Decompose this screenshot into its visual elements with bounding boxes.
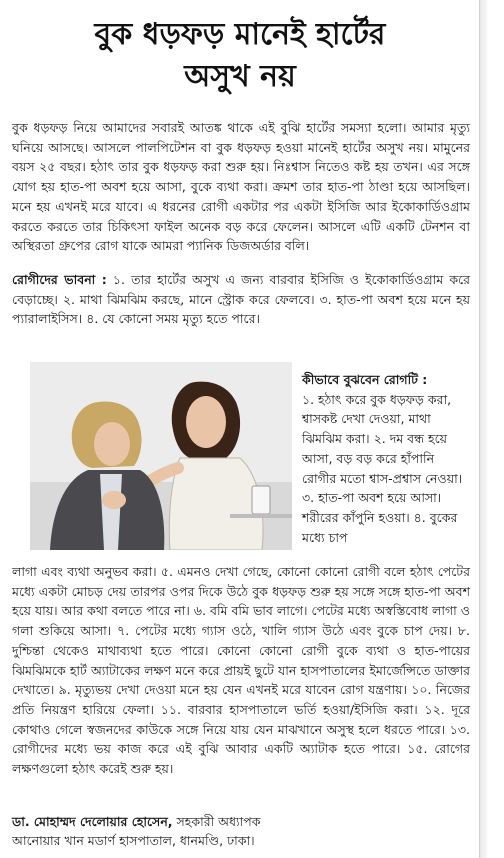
intro-paragraph: বুক ধড়ফড় নিয়ে আমাদের সবারই আতঙ্ক থাকে এই বুঝি হার্টের সমস্যা হলো। আমার মৃত্যু ঘনিয়ে আসছে। আসলে পালপিটেশন বা বুক ধড়ফড় হওয়া মানেই হার্টের অসুখ নয়। মামুনের বয়স ২৫ বছর। হঠাৎ তার বুক ধড়ফড় করা শুরু হয়। নিঃশ্বাস নিতেও কষ্ট হয় তখন। এর সঙ্গে যোগ হয় হাত-পা অবশ হয়ে আসা, বুকে ব্যথা করা। ক্রমশ তার হাত-পা ঠাণ্ডা হয়ে আসছিল। মনে হয় এখনই মরে যাবে। এ ধরনের রোগী একটার পর একটা ইসিজি আর ইকোকার্ডিওগ্রাম করতে করতে তার চিকিৎসা ফাইল অনেক বড় করে ফেলেন। আসলে এটি একটি টেনশন বা অস্থিরতা গ্রুপের রোগ যাকে আমরা প্যানিক ডিজঅর্ডার বলি। bbox=[12, 120, 470, 254]
symptoms-heading: কীভাবে বুঝবেন রোগটি : bbox=[302, 372, 428, 387]
headline-line-2: অসুখ নয় bbox=[184, 59, 296, 94]
author-byline bbox=[12, 812, 470, 832]
hand-on-chest bbox=[102, 491, 126, 509]
symptoms-list: ১. হঠাৎ করে বুক ধড়ফড় করা, শ্বাসকষ্ট দেখা দেওয়া, মাথা ঝিমঝিম করা। ২. দম বন্ধ হয়ে আসা, বড় বড় করে হাঁপানি রোগীর মতো শ্বাস-প্রশ্বাস নেওয়া। ৩. হাত-পা অবশ হয়ে আসা। শরীরের কাঁপুনি হওয়া। ৪. বুকের মধ্যে চাপ bbox=[302, 391, 463, 545]
author-title: সহকারী অধ্যাপক bbox=[172, 814, 261, 829]
author-affiliation: আনোয়ার খান মডার্ণ হাসপাতাল, ধানমণ্ডি, ঢাকা। bbox=[12, 833, 255, 848]
article-photo bbox=[30, 362, 292, 550]
headline-line-1: বুক ধড়ফড় মানেই হার্টের bbox=[94, 17, 386, 52]
standing-woman-blouse bbox=[169, 458, 263, 550]
table-edge bbox=[230, 514, 292, 518]
patient-thoughts-text: ১. তার হার্টের অসুখ এ জন্য বারবার ইসিজি ও ইকোকার্ডিওগ্রাম করে বেড়াচ্ছে। ২. মাথা ঝিমঝিম করছে, মানে স্ট্রোক করে ফেলবে। ৩. হাত-পা অবশ হয়ে মনে হয় প্যারালাইসিস। ৪. যে কোনো সময় মৃত্যু হতে পারে। bbox=[12, 272, 470, 327]
standing-woman-face bbox=[186, 396, 226, 448]
water-glass bbox=[252, 486, 270, 514]
adjacent-page-edge bbox=[479, 0, 504, 858]
patient-thoughts-label: রোগীদের ভাবনা : bbox=[12, 272, 107, 287]
symptoms-sidebar bbox=[302, 370, 472, 547]
patient-thoughts-paragraph bbox=[12, 270, 470, 329]
symptoms-continued-paragraph: লাগা এবং ব্যথা অনুভব করা। ৫. এমনও দেখা গেছে, কোনো কোনো রোগী বলে হঠাৎ পেটের মধ্যে একটা মোচড় দেয় তারপর ওপর দিকে উঠে বুক ধড়ফড় শুরু হয় সঙ্গে সঙ্গে হাত-পা অবশ হয়ে যায়। আর কথা বলতে পারে না। ৬. বমি বমি ভাব লাগে। পেটের মধ্যে অস্বস্তিবোধ লাগা ও গলা শুকিয়ে আসা। ৭. পেটের মধ্যে গ্যাস ওঠে, খালি গ্যাস উঠে এবং বুকে চাপ দেয়। ৮. দুশ্চিন্তা থেকেও মাথাব্যথা হতে পারে। কোনো কোনো রোগী বুকে ব্যথা ও হাত-পায়ের ঝিমঝিমকে হার্ট অ্যাটাকের লক্ষণ মনে করে প্রায়ই ছুটে যান হাসপাতালের ইমার্জেন্সিতে ডাক্তার দেখাতে। ৯. মৃত্যুভয় দেখা দেওয়া মনে হয় যেন এখনই মরে যাবেন রোগ যন্ত্রণায়। ১০. নিজের প্রতি নিয়ন্ত্রণ হারিয়ে ফেলা। ১১. বারবার হাসপাতালে ভর্তি হওয়া/ইসিজি করা। ১২. দূরে কোথাও গেলে স্বজনদের কাউকে সঙ্গে নিয়ে যায় যেন মাঝখানে অসুস্থ হলে ধরতে পারে। ১৩. রোগীদের মধ্যে ভয় কাজ করে এই বুঝি আবার একটি অ্যাটাক হতে পারে। ১৫. রোগের লক্ষণগুলো হঠাৎ করেই শুরু হয়। bbox=[12, 564, 470, 777]
seated-woman-face bbox=[94, 422, 130, 466]
author-name: ডা. মোহাম্মদ দেলোয়ার হোসেন, bbox=[12, 814, 173, 829]
photo-illustration bbox=[30, 362, 292, 550]
article-headline bbox=[0, 0, 480, 98]
